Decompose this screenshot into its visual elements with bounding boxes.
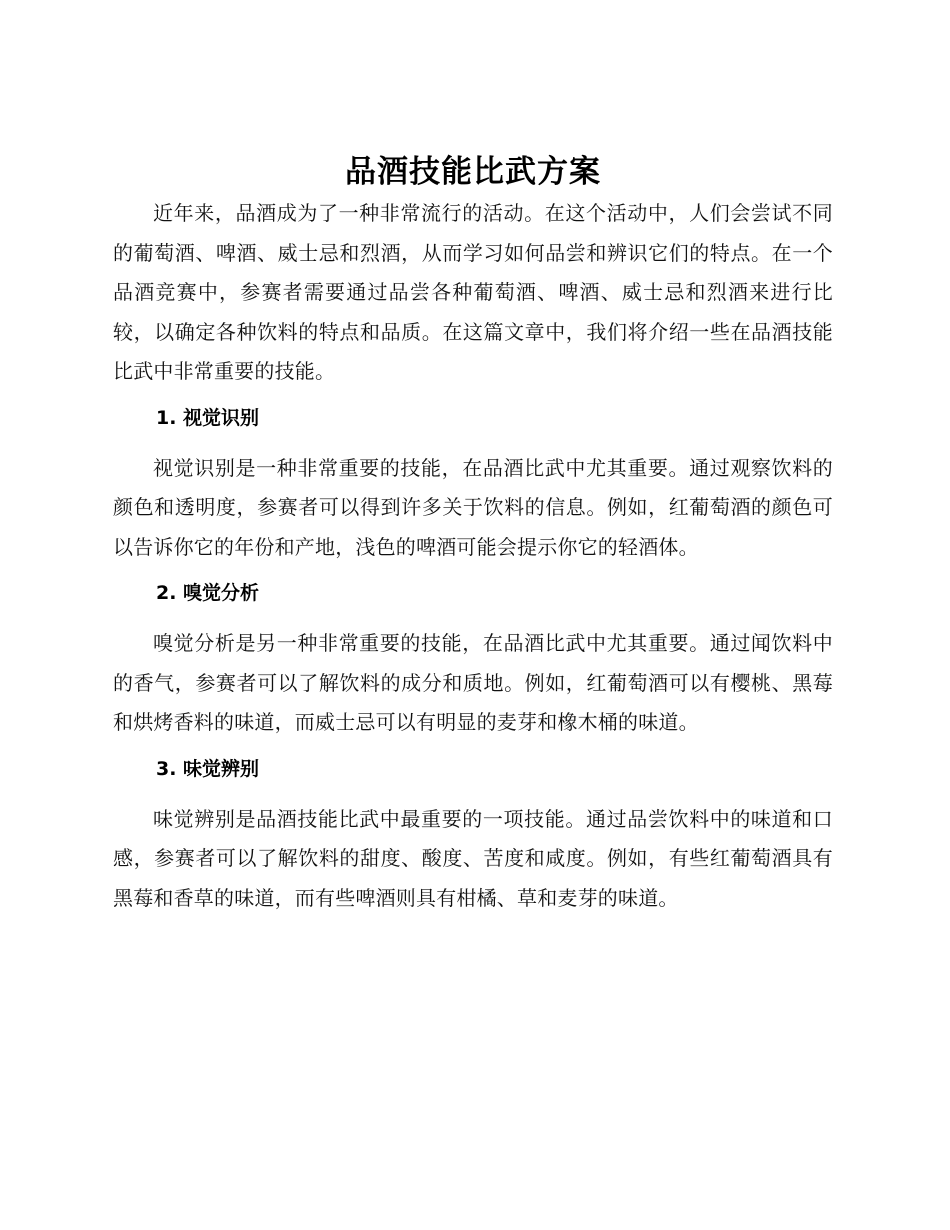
intro-paragraph: 近年来，品酒成为了一种非常流行的活动。在这个活动中，人们会尝试不同的葡萄酒、啤酒、威士忌和烈酒，从而学习如何品尝和辨识它们的特点。在一个品酒竞赛中，参赛者需要通过品尝各种葡萄酒、啤酒、威士忌和烈酒来进行比较，以确定各种饮料的特点和品质。在这篇文章中，我们将介绍一些在品酒技能比武中非常重要的技能。 — [113, 201, 833, 383]
section-heading-taste: 3. 味觉辨别 — [156, 757, 260, 780]
document-title: 品酒技能比武方案 — [345, 154, 601, 190]
section-heading-smell: 2. 嗅觉分析 — [156, 582, 260, 604]
document-page — [113, 150, 833, 918]
section-heading-visual: 1. 视觉识别 — [156, 406, 260, 429]
section-body-smell: 嗅觉分析是另一种非常重要的技能，在品酒比武中尤其重要。通过闻饮料中的香气，参赛者可以了解饮料的成分和质地。例如，红葡萄酒可以有樱桃、黑莓和烘烤香料的味道，而威士忌可以有明显的麦芽和橡木桶的味道。 — [113, 631, 833, 734]
section-body-taste: 味觉辨别是品酒技能比武中最重要的一项技能。通过品尝饮料中的味道和口感，参赛者可以了解饮料的甜度、酸度、苦度和咸度。例如，有些红葡萄酒具有黑莓和香草的味道，而有些啤酒则具有柑橘、草和麦芽的味道。 — [113, 806, 833, 910]
section-body-visual: 视觉识别是一种非常重要的技能，在品酒比武中尤其重要。通过观察饮料的颜色和透明度，参赛者可以得到许多关于饮料的信息。例如，红葡萄酒的颜色可以告诉你它的年份和产地，浅色的啤酒可能会提示你它的轻酒体。 — [113, 455, 833, 559]
